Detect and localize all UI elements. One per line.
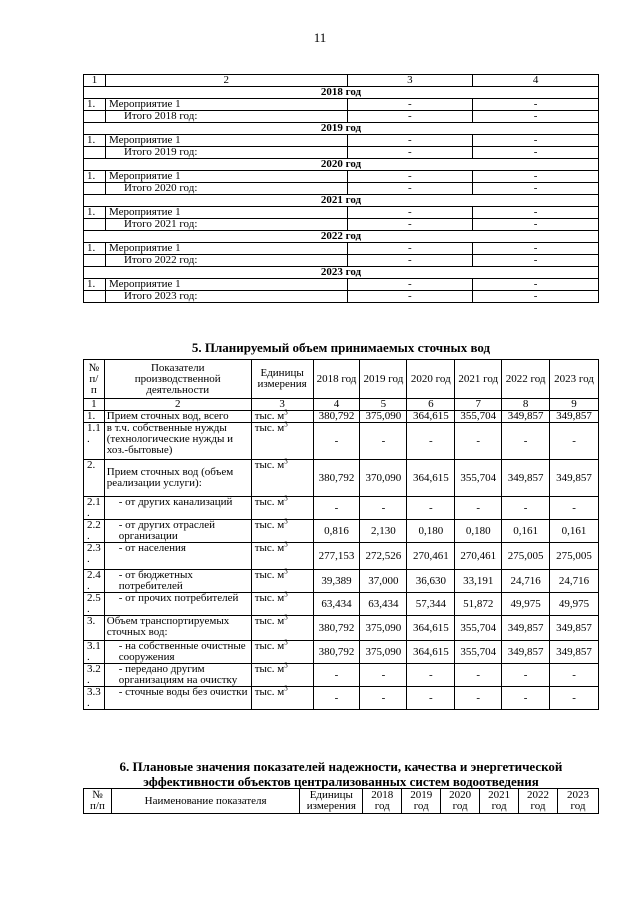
- empty-cell: [84, 219, 106, 231]
- item-number: 1.: [84, 135, 106, 147]
- header-row: [84, 360, 599, 399]
- column-number: 2: [104, 399, 251, 411]
- row-number: 1.1 .: [84, 423, 105, 460]
- year-row: [84, 159, 599, 171]
- unit-label: тыс. м: [254, 410, 285, 422]
- value-cell: -: [347, 291, 473, 303]
- header-row: [84, 789, 599, 814]
- unit-cell: [251, 661, 313, 687]
- value-cell: -: [347, 111, 473, 123]
- total-row: [84, 147, 599, 159]
- table-row: [84, 411, 599, 423]
- unit-superscript: 3: [284, 540, 288, 549]
- value-cell: 275,005: [550, 543, 599, 570]
- value-cell: 355,704: [455, 411, 502, 423]
- value-cell: 63,434: [313, 593, 360, 616]
- value-cell: -: [473, 291, 599, 303]
- value-cell: 57,344: [407, 593, 455, 616]
- value-cell: -: [313, 664, 360, 687]
- value-cell: -: [360, 664, 407, 687]
- indicator-name: - от других отраслей организации: [104, 520, 251, 543]
- value-cell: -: [360, 687, 407, 710]
- value-cell: 370,090: [360, 460, 407, 497]
- item-name: Мероприятие 1: [105, 243, 347, 255]
- value-cell: 0,161: [550, 520, 599, 543]
- row-number: 3.1 .: [84, 641, 105, 664]
- item-number: 1.: [84, 243, 106, 255]
- total-row: [84, 219, 599, 231]
- unit-superscript: 3: [284, 457, 288, 466]
- header-cell: 2021 год: [480, 789, 519, 814]
- unit-superscript: 3: [284, 613, 288, 622]
- empty-cell: [84, 183, 106, 195]
- indicator-name: Объем транспортируемых сточных вод:: [104, 616, 251, 641]
- value-cell: -: [407, 423, 455, 460]
- value-cell: -: [407, 687, 455, 710]
- year-heading: 2021 год: [84, 195, 599, 207]
- header-cell: 2019 год: [402, 789, 441, 814]
- unit-cell: [251, 684, 313, 710]
- indicator-name: Прием сточных вод (объем реализации услуги):: [104, 460, 251, 497]
- value-cell: 355,704: [455, 616, 502, 641]
- unit-superscript: 3: [284, 420, 288, 429]
- value-cell: -: [347, 207, 473, 219]
- value-cell: -: [473, 135, 599, 147]
- unit-label: тыс. м: [254, 496, 285, 508]
- item-row: [84, 135, 599, 147]
- value-cell: 51,872: [455, 593, 502, 616]
- value-cell: -: [550, 664, 599, 687]
- value-cell: 36,630: [407, 570, 455, 593]
- indicator-name: - от бюджетных потребителей: [104, 570, 251, 593]
- indicator-name: Прием сточных вод, всего: [104, 411, 251, 423]
- year-heading: 2019 год: [84, 123, 599, 135]
- header-cell: Единицы измерения: [251, 360, 313, 399]
- item-number: 1.: [84, 99, 106, 111]
- page-number: 11: [313, 30, 327, 45]
- header-cell: 2018 год: [363, 789, 402, 814]
- header-cell: 4: [473, 75, 599, 87]
- value-cell: 355,704: [455, 641, 502, 664]
- value-cell: -: [473, 99, 599, 111]
- indicator-name: - от других канализаций: [104, 497, 251, 520]
- value-cell: 0,161: [502, 520, 550, 543]
- value-cell: 349,857: [550, 411, 599, 423]
- empty-cell: [84, 291, 106, 303]
- unit-label: тыс. м: [254, 542, 285, 554]
- header-cell: 2: [105, 75, 347, 87]
- row-number: 2.3 .: [84, 543, 105, 570]
- header-cell: 1: [84, 75, 106, 87]
- table-row: [84, 497, 599, 520]
- value-cell: 349,857: [550, 641, 599, 664]
- value-cell: 275,005: [502, 543, 550, 570]
- header-cell: 2020 год: [407, 360, 455, 399]
- value-cell: 349,857: [502, 641, 550, 664]
- unit-superscript: 3: [284, 567, 288, 576]
- column-number: 3: [251, 399, 313, 411]
- unit-label: тыс. м: [254, 640, 285, 652]
- value-cell: -: [502, 497, 550, 520]
- header-cell: Наименование показателя: [111, 789, 299, 814]
- value-cell: 380,792: [313, 460, 360, 497]
- year-row: [84, 231, 599, 243]
- row-number: 2.: [84, 460, 105, 497]
- total-row: [84, 255, 599, 267]
- unit-superscript: 3: [284, 494, 288, 503]
- value-cell: -: [550, 497, 599, 520]
- value-cell: -: [473, 255, 599, 267]
- value-cell: -: [313, 687, 360, 710]
- header-cell: 2022 год: [502, 360, 550, 399]
- total-row: [84, 291, 599, 303]
- unit-superscript: 3: [284, 684, 288, 693]
- value-cell: -: [360, 497, 407, 520]
- value-cell: 375,090: [360, 641, 407, 664]
- table-row: [84, 520, 599, 543]
- column-number: 8: [502, 399, 550, 411]
- column-number: 1: [84, 399, 105, 411]
- value-cell: 277,153: [313, 543, 360, 570]
- value-cell: -: [455, 664, 502, 687]
- value-cell: 24,716: [550, 570, 599, 593]
- value-cell: 349,857: [550, 460, 599, 497]
- total-label: Итого 2018 год:: [105, 111, 347, 123]
- value-cell: -: [473, 219, 599, 231]
- value-cell: -: [473, 207, 599, 219]
- unit-cell: [251, 494, 313, 520]
- measures-table: [83, 74, 599, 303]
- value-cell: -: [347, 147, 473, 159]
- unit-label: тыс. м: [254, 663, 285, 675]
- value-cell: 349,857: [550, 616, 599, 641]
- year-heading: 2018 год: [84, 87, 599, 99]
- value-cell: -: [455, 423, 502, 460]
- value-cell: -: [473, 147, 599, 159]
- row-number: 3.: [84, 616, 105, 641]
- total-row: [84, 111, 599, 123]
- value-cell: -: [550, 423, 599, 460]
- year-row: [84, 195, 599, 207]
- column-number: 4: [313, 399, 360, 411]
- value-cell: -: [313, 423, 360, 460]
- indicator-name: - сточные воды без очистки: [104, 687, 251, 710]
- unit-cell: [251, 408, 313, 423]
- value-cell: 375,090: [360, 411, 407, 423]
- empty-cell: [84, 111, 106, 123]
- value-cell: -: [347, 255, 473, 267]
- header-cell: 2018 год: [313, 360, 360, 399]
- value-cell: 0,816: [313, 520, 360, 543]
- value-cell: 63,434: [360, 593, 407, 616]
- row-number: 3.2 .: [84, 664, 105, 687]
- unit-label: тыс. м: [254, 569, 285, 581]
- indicator-name: - передано другим организациям на очистку: [104, 664, 251, 687]
- column-number-row: [84, 399, 599, 411]
- total-row: [84, 183, 599, 195]
- value-cell: 0,180: [407, 520, 455, 543]
- wastewater-volume-table: [83, 359, 599, 710]
- value-cell: -: [473, 279, 599, 291]
- empty-cell: [84, 147, 106, 159]
- table-row: [84, 664, 599, 687]
- year-row: [84, 123, 599, 135]
- value-cell: 49,975: [550, 593, 599, 616]
- item-name: Мероприятие 1: [105, 207, 347, 219]
- value-cell: -: [473, 183, 599, 195]
- value-cell: -: [502, 687, 550, 710]
- item-number: 1.: [84, 279, 106, 291]
- table-row: [84, 423, 599, 460]
- unit-superscript: 3: [284, 638, 288, 647]
- empty-cell: [84, 255, 106, 267]
- value-cell: -: [407, 664, 455, 687]
- value-cell: -: [455, 687, 502, 710]
- row-number: 3.3 .: [84, 687, 105, 710]
- unit-cell: [251, 517, 313, 543]
- unit-superscript: 3: [284, 517, 288, 526]
- header-cell: 2020 год: [441, 789, 480, 814]
- unit-cell: [251, 420, 313, 460]
- total-label: Итого 2023 год:: [105, 291, 347, 303]
- value-cell: 349,857: [502, 460, 550, 497]
- header-row: [84, 75, 599, 87]
- item-number: 1.: [84, 171, 106, 183]
- value-cell: 364,615: [407, 460, 455, 497]
- total-label: Итого 2019 год:: [105, 147, 347, 159]
- unit-label: тыс. м: [254, 422, 285, 434]
- header-cell: 2022 год: [519, 789, 558, 814]
- indicator-name: - на собственные очистные сооружения: [104, 641, 251, 664]
- value-cell: -: [455, 497, 502, 520]
- value-cell: 380,792: [313, 411, 360, 423]
- year-heading: 2023 год: [84, 267, 599, 279]
- header-cell: № п/ п: [84, 360, 105, 399]
- column-number: 9: [550, 399, 599, 411]
- unit-superscript: 3: [284, 590, 288, 599]
- value-cell: 270,461: [455, 543, 502, 570]
- table-row: [84, 570, 599, 593]
- total-label: Итого 2021 год:: [105, 219, 347, 231]
- item-name: Мероприятие 1: [105, 171, 347, 183]
- section-5-title: 5. Планируемый объем принимаемых сточных вод: [191, 340, 491, 355]
- item-row: [84, 207, 599, 219]
- value-cell: -: [550, 687, 599, 710]
- header-cell: 3: [347, 75, 473, 87]
- value-cell: 39,389: [313, 570, 360, 593]
- year-heading: 2022 год: [84, 231, 599, 243]
- value-cell: -: [347, 219, 473, 231]
- unit-label: тыс. м: [254, 519, 285, 531]
- indicator-name: - от населения: [104, 543, 251, 570]
- value-cell: 364,615: [407, 641, 455, 664]
- value-cell: -: [473, 111, 599, 123]
- header-cell: 2023 год: [557, 789, 598, 814]
- item-name: Мероприятие 1: [105, 99, 347, 111]
- value-cell: 380,792: [313, 616, 360, 641]
- item-name: Мероприятие 1: [105, 135, 347, 147]
- header-cell: 2021 год: [455, 360, 502, 399]
- value-cell: -: [347, 243, 473, 255]
- value-cell: -: [347, 183, 473, 195]
- value-cell: 349,857: [502, 616, 550, 641]
- total-label: Итого 2020 год:: [105, 183, 347, 195]
- row-number: 2.5 .: [84, 593, 105, 616]
- table-row: [84, 593, 599, 616]
- row-number: 2.4 .: [84, 570, 105, 593]
- header-cell: 2023 год: [550, 360, 599, 399]
- row-number: 1.: [84, 411, 105, 423]
- value-cell: 364,615: [407, 616, 455, 641]
- item-row: [84, 99, 599, 111]
- header-cell: № п/п: [84, 789, 112, 814]
- column-number: 5: [360, 399, 407, 411]
- item-number: 1.: [84, 207, 106, 219]
- indicator-name: в т.ч. собственные нужды (технологические нужды и хоз.-бытовые): [104, 423, 251, 460]
- year-row: [84, 267, 599, 279]
- total-label: Итого 2022 год:: [105, 255, 347, 267]
- unit-superscript: 3: [284, 661, 288, 670]
- item-row: [84, 243, 599, 255]
- year-row: [84, 87, 599, 99]
- value-cell: -: [473, 243, 599, 255]
- value-cell: -: [347, 279, 473, 291]
- unit-cell: [251, 567, 313, 593]
- header-cell: 2019 год: [360, 360, 407, 399]
- value-cell: -: [360, 423, 407, 460]
- value-cell: 272,526: [360, 543, 407, 570]
- value-cell: -: [313, 497, 360, 520]
- value-cell: -: [347, 99, 473, 111]
- value-cell: 0,180: [455, 520, 502, 543]
- unit-label: тыс. м: [254, 615, 285, 627]
- value-cell: 349,857: [502, 411, 550, 423]
- value-cell: 24,716: [502, 570, 550, 593]
- unit-cell: [251, 638, 313, 664]
- value-cell: 380,792: [313, 641, 360, 664]
- column-number: 6: [407, 399, 455, 411]
- section-6-title: 6. Плановые значения показателей надежности, качества и энергетической эффективности объектов централизованных систем водоотведения: [119, 759, 563, 789]
- unit-label: тыс. м: [254, 459, 285, 471]
- value-cell: 2,130: [360, 520, 407, 543]
- row-number: 2.1 .: [84, 497, 105, 520]
- row-number: 2.2 .: [84, 520, 105, 543]
- indicator-name: - от прочих потребителей: [104, 593, 251, 616]
- value-cell: -: [407, 497, 455, 520]
- unit-cell: [251, 613, 313, 641]
- value-cell: 33,191: [455, 570, 502, 593]
- value-cell: -: [473, 171, 599, 183]
- value-cell: -: [502, 664, 550, 687]
- value-cell: -: [502, 423, 550, 460]
- indicators-table: [83, 788, 599, 814]
- unit-label: тыс. м: [254, 686, 285, 698]
- year-heading: 2020 год: [84, 159, 599, 171]
- value-cell: 375,090: [360, 616, 407, 641]
- header-cell: Показатели производственной деятельности: [104, 360, 251, 399]
- unit-cell: [251, 457, 313, 497]
- value-cell: 364,615: [407, 411, 455, 423]
- value-cell: -: [347, 135, 473, 147]
- unit-superscript: 3: [284, 408, 288, 417]
- item-row: [84, 279, 599, 291]
- table-row: [84, 460, 599, 497]
- table-row: [84, 616, 599, 641]
- value-cell: 270,461: [407, 543, 455, 570]
- table-row: [84, 543, 599, 570]
- table-row: [84, 687, 599, 710]
- value-cell: -: [347, 171, 473, 183]
- unit-label: тыс. м: [254, 592, 285, 604]
- value-cell: 49,975: [502, 593, 550, 616]
- item-row: [84, 171, 599, 183]
- value-cell: 37,000: [360, 570, 407, 593]
- unit-cell: [251, 590, 313, 616]
- unit-cell: [251, 540, 313, 570]
- table-row: [84, 641, 599, 664]
- value-cell: 355,704: [455, 460, 502, 497]
- header-cell: Единицы измерения: [300, 789, 363, 814]
- item-name: Мероприятие 1: [105, 279, 347, 291]
- column-number: 7: [455, 399, 502, 411]
